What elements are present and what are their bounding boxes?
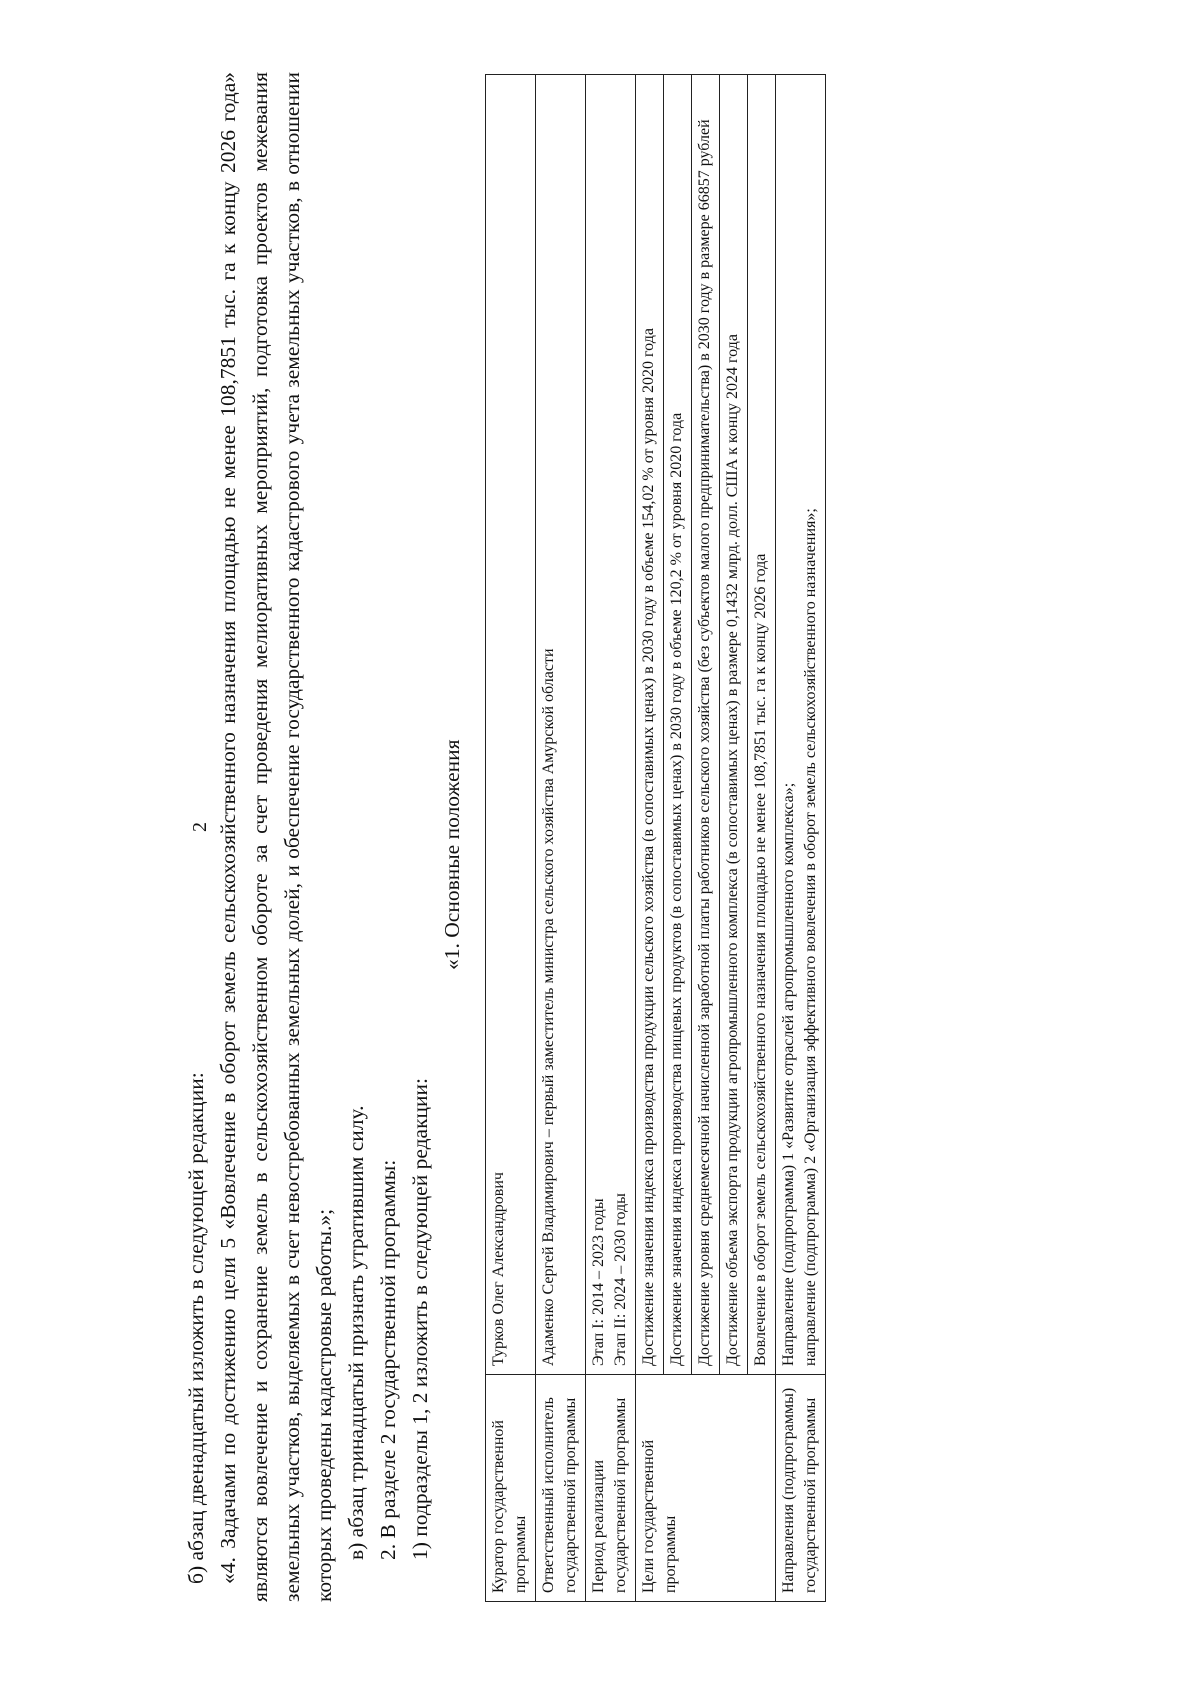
row-label: Ответственный исполнитель государственной программы [536,1375,586,1602]
row-value [776,75,826,1375]
goal-cell: Достижение уровня среднемесячной начисленной заработной платы работников сельского хозяйства (без субъектов малого предпринимательства) в 2030 году в размере 66857 рублей [692,75,720,1375]
amendment-v: в) абзац тринадцатый признать утратившим силу. [344,1105,368,1560]
row-value: Адаменко Сергей Владимирович – первый заместитель министра сельского хозяйства Амурской области [536,75,586,1375]
goal-cell: Достижение значения индекса производства пищевых продуктов (в сопоставимых ценах) в 2030 году в объеме 120,2 % от уровня 2020 года [664,75,692,1375]
row-label: Период реализации государственной программы [586,1375,636,1602]
amendment-b: б) абзац двенадцатый изложить в следующей редакции: [184,1072,208,1584]
subsection-heading: «1. Основные положения [440,739,464,970]
goal-cell: Достижение объема экспорта продукции агропромышленного комплекса (в сопоставимых ценах) в размере 0,1432 млрд. долл. США к концу 2024 года [720,75,748,1375]
intro-text [180,72,468,1602]
amendment-subsections: 1) подразделы 1, 2 изложить в следующей редакции: [408,1077,432,1560]
table-row [776,75,826,1602]
table-row [536,75,586,1602]
table-row [748,75,776,1602]
stage-1: Этап I: 2014 – 2023 годы [590,1198,607,1366]
row-label: Направления (подпрограммы) государственной программы [776,1375,826,1602]
row-label: Цели государственной программы [636,1375,776,1602]
rotated-sheet [130,32,1160,1622]
table-row [636,75,664,1602]
table-row [692,75,720,1602]
table-row [720,75,748,1602]
program-passport-table [485,74,826,1602]
quoted-task-paragraph: «4. Задачами по достижению цели 5 «Вовлечение в оборот земель сельскохозяйственного назначения площадью не менее 108,7851 тыс. га к концу 2026 года» являются вовлечение и сохранение земель в сельскохозяйственном обороте за счет проведения мелиоративных мероприятий, подготовка проектов межевания земельных участков, выделяемых в счет невостребованных земельных долей, и обеспечение государственного кадастрового учета земельных участков, в отношении которых проведены кадастровые работы.»; [216,72,336,1602]
direction-2: направление (подпрограмма) 2 «Организация эффективного вовлечения в оборот земель сельскохозяйственного назначения»; [802,508,819,1366]
table-row [664,75,692,1602]
table-row [486,75,536,1602]
table-row [586,75,636,1602]
goal-cell: Вовлечение в оборот земель сельскохозяйственного назначения площадью не менее 108,7851 тыс. га к концу 2026 года [748,75,776,1375]
row-label: Куратор государственной программы [486,1375,536,1602]
amendment-section-2: 2. В разделе 2 государственной программы: [376,1159,400,1560]
page-number: 2 [189,822,211,832]
row-value: Турков Олег Александрович [486,75,536,1375]
direction-1: Направление (подпрограмма) 1 «Развитие отраслей агропромышленного комплекса»; [780,782,797,1366]
stage-2: Этап II: 2024 – 2030 годы [612,1193,629,1366]
goal-cell: Достижение значения индекса производства продукции сельского хозяйства (в сопоставимых ценах) в 2030 году в объеме 154,02 % от уровня 2020 года [636,75,664,1375]
row-value [586,75,636,1375]
